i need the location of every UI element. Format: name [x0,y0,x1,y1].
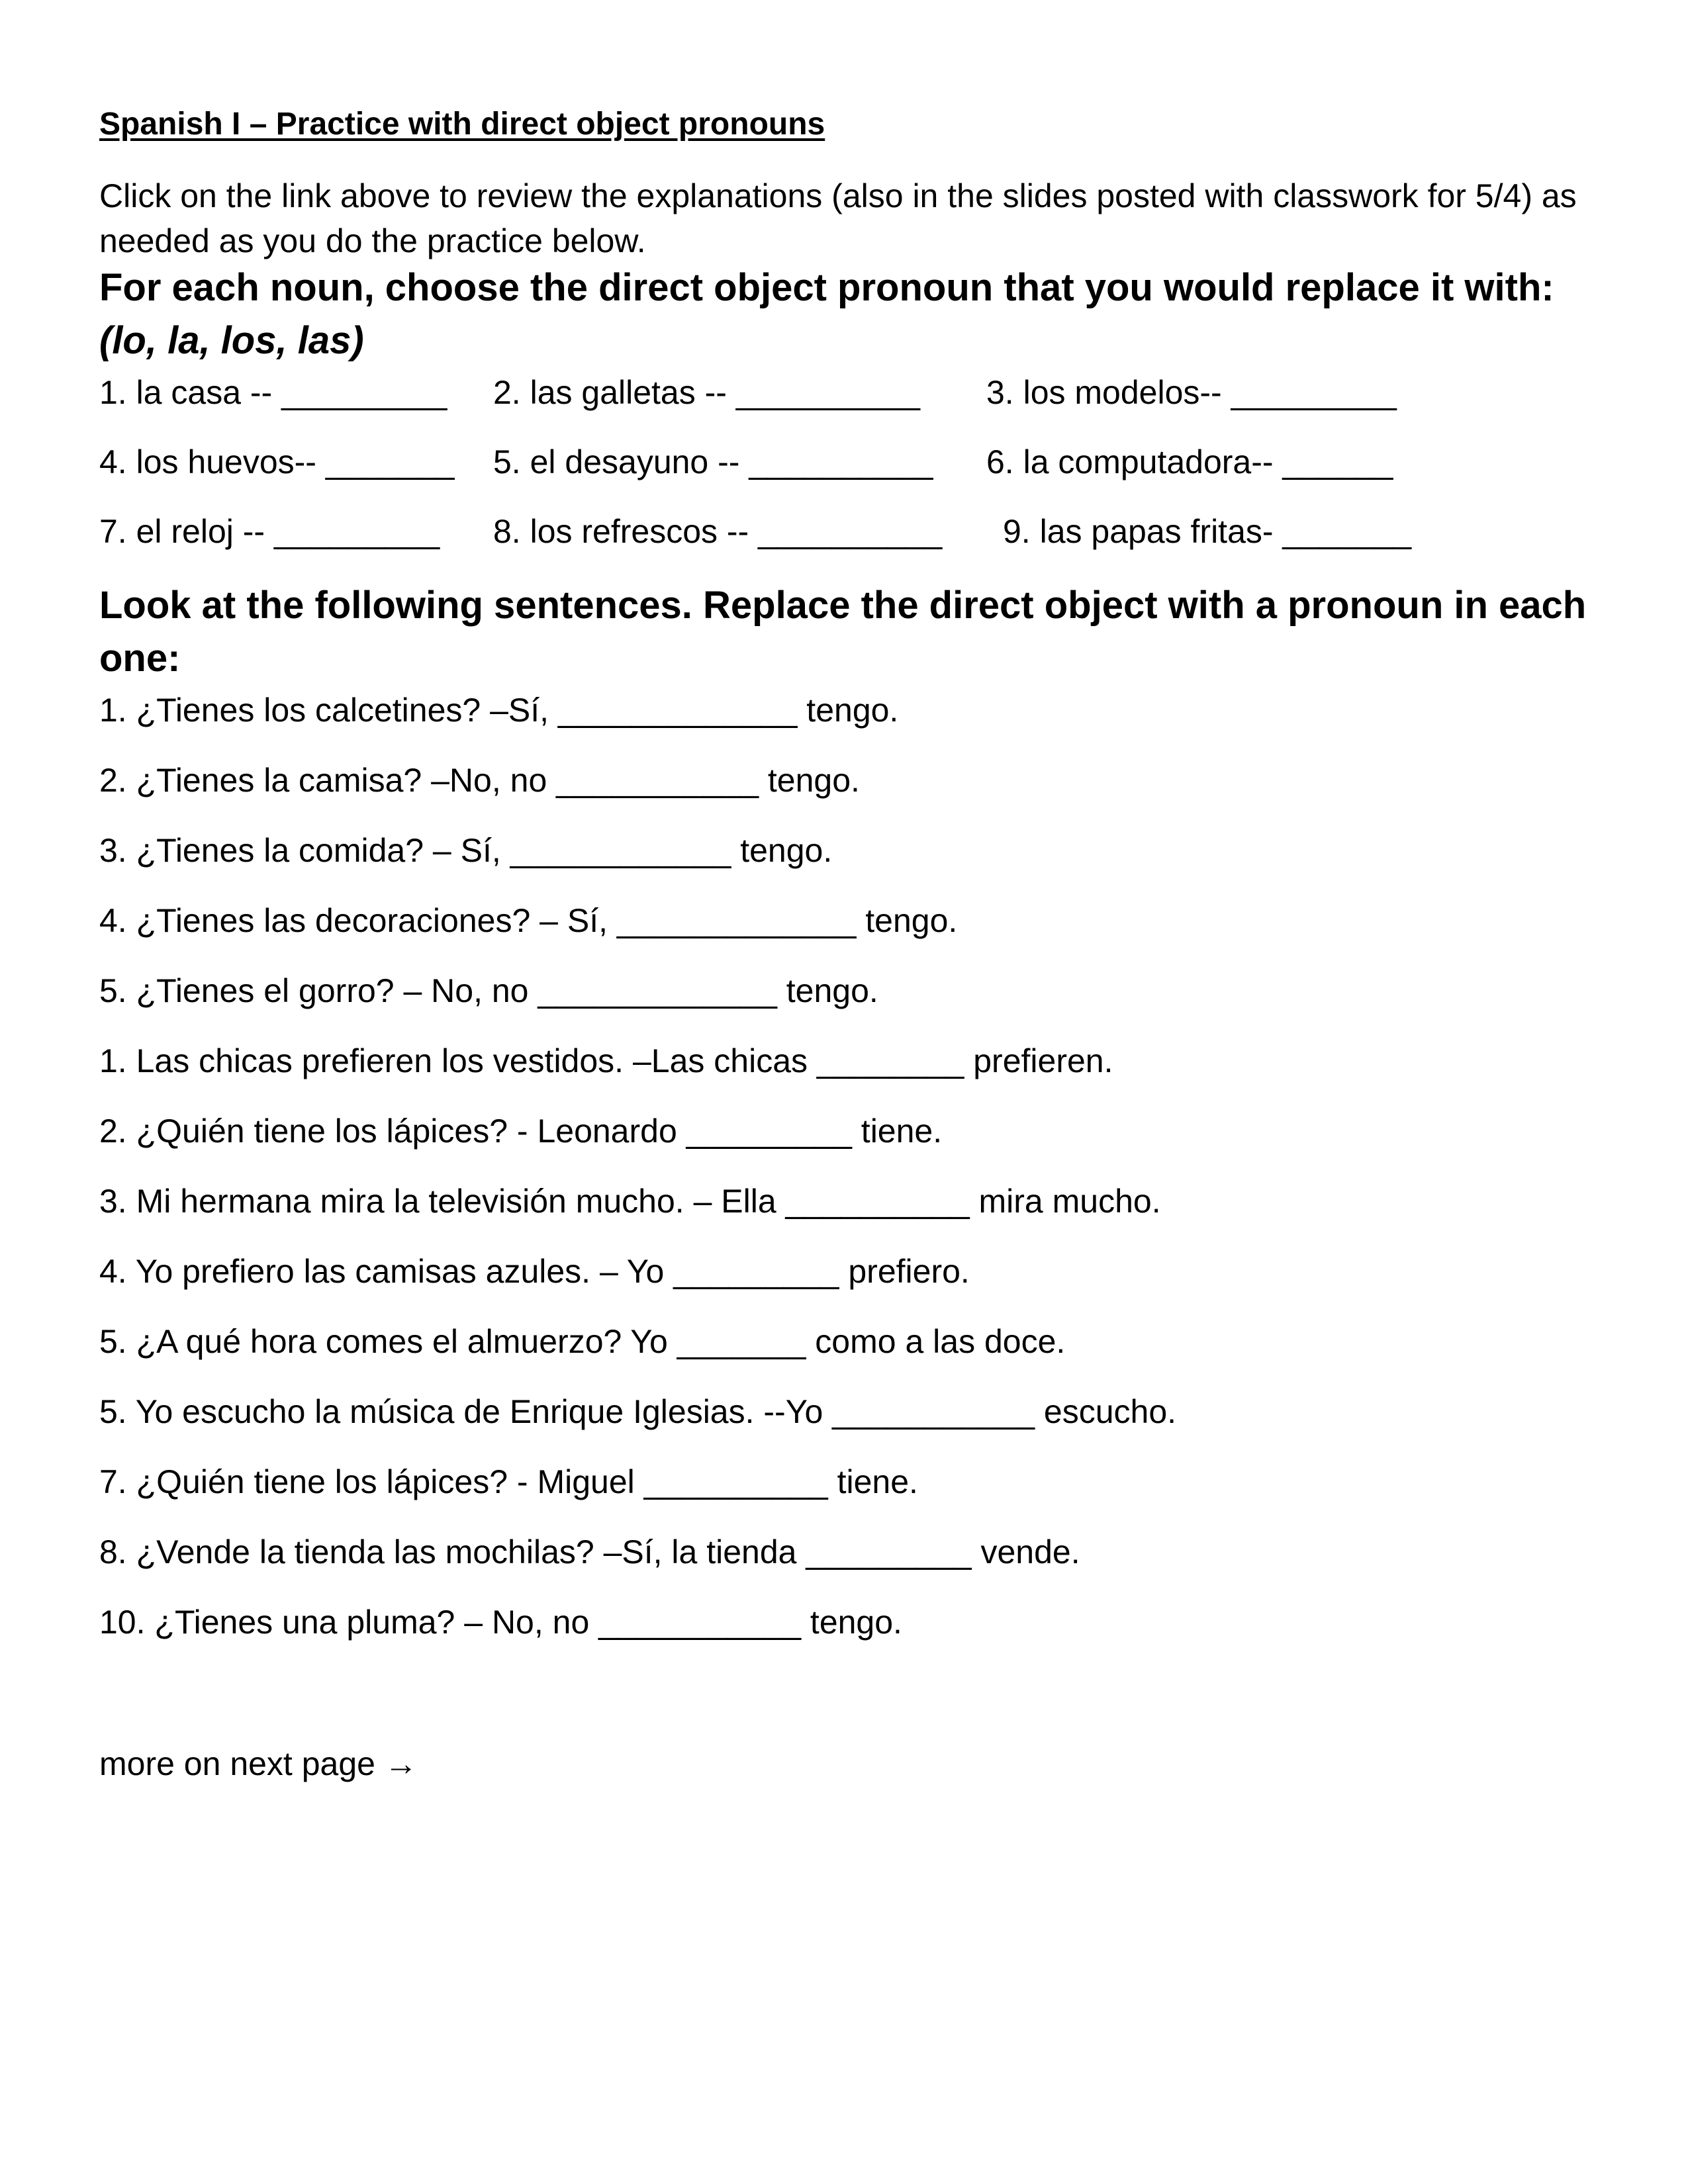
sentence-item: 5. ¿Tienes el gorro? – No, no _____________ tengo. [99,972,878,1009]
noun-item: 3. los modelos-- _________ [986,374,1397,411]
noun-row [99,439,1622,485]
section1-options: (lo, la, los, las) [99,319,364,362]
sentence-item: 2. ¿Quién tiene los lápices? - Leonardo _________ tiene. [99,1113,943,1150]
noun-row [99,369,1622,416]
sentence-item: 3. ¿Tienes la comida? – Sí, ____________ tengo. [99,832,833,869]
sentence-item: 1. ¿Tienes los calcetines? –Sí, _____________ tengo. [99,692,899,729]
sentence-item: 8. ¿Vende la tienda las mochilas? –Sí, la tienda _________ vende. [99,1533,1080,1570]
sentence-item: 5. ¿A qué hora comes el almuerzo? Yo _______ como a las doce. [99,1323,1066,1360]
sentence-item: 4. ¿Tienes las decoraciones? – Sí, _____________ tengo. [99,902,958,939]
noun-item: 1. la casa -- _________ [99,374,447,411]
noun-item: 5. el desayuno -- __________ [493,443,933,480]
sentence-item: 3. Mi hermana mira la televisión mucho. – Ella __________ mira mucho. [99,1183,1161,1220]
noun-row [99,508,1622,555]
noun-item: 4. los huevos-- _______ [99,443,455,480]
noun-item: 7. el reloj -- _________ [99,513,440,550]
noun-item: 2. las galletas -- __________ [493,374,920,411]
sentence-item: 2. ¿Tienes la camisa? –No, no ___________ tengo. [99,762,860,799]
section2-heading: Look at the following sentences. Replace the direct object with a pronoun in each one: [99,584,1587,680]
sentence-item: 1. Las chicas prefieren los vestidos. –Las chicas ________ prefieren. [99,1042,1113,1079]
section1-heading-text: For each noun, choose the direct object pronoun that you would replace it with: [99,266,1554,309]
page-title: Spanish I – Practice with direct object pronouns [99,107,825,142]
sentence-item: 7. ¿Quién tiene los lápices? - Miguel __________ tiene. [99,1463,918,1500]
sentence-item: 5. Yo escucho la música de Enrique Iglesias. --Yo ___________ escucho. [99,1393,1177,1430]
noun-item: 6. la computadora-- ______ [986,443,1393,480]
intro-paragraph: Click on the link above to review the explanations (also in the slides posted with classwork for 5/4) as needed as you do the practice below. [99,177,1577,259]
next-page-note: more on next page → [99,1745,418,1782]
noun-item: 8. los refrescos -- __________ [493,513,943,550]
sentence-item: 10. ¿Tienes una pluma? – No, no ___________ tengo. [99,1604,902,1641]
section1-heading [99,261,1589,367]
sentence-item: 4. Yo prefiero las camisas azules. – Yo _________ prefiero. [99,1253,970,1290]
noun-item: 9. las papas fritas- _______ [1003,513,1412,550]
